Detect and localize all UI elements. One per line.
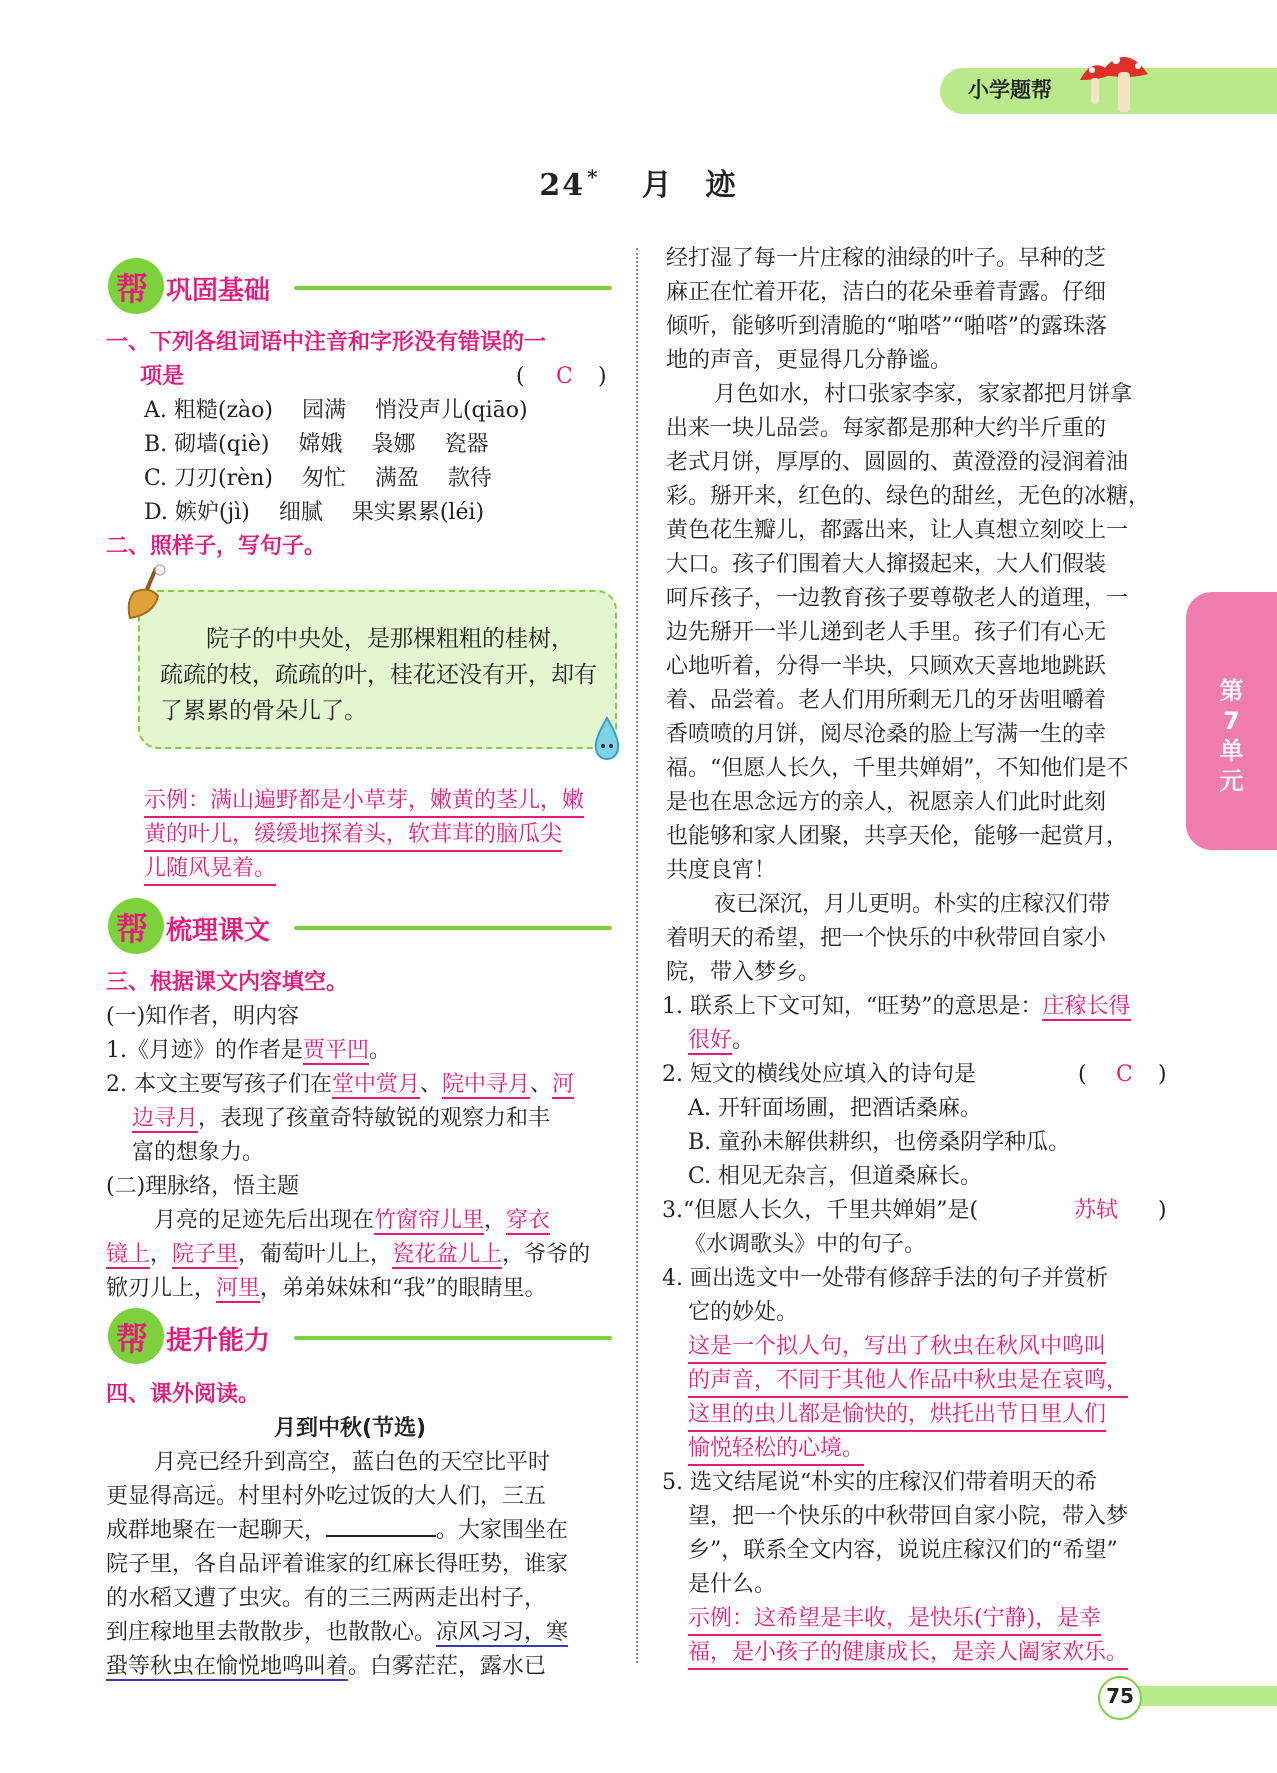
reading-q5-answer-1: 示例：这希望是丰收，是快乐(宁静)，是幸 <box>688 1604 1101 1636</box>
fill-blank <box>326 1535 436 1537</box>
section-line <box>294 926 612 930</box>
reading-q3-paren-right: ) <box>1158 1198 1167 1223</box>
reading-q2-paren-left: ( <box>1078 1062 1087 1087</box>
section-header-basics <box>108 256 612 316</box>
reading-right-line-22: 院，带入梦乡。 <box>666 960 821 985</box>
section-line <box>294 1336 612 1340</box>
section-line <box>294 286 612 290</box>
reading-right-line-4: 地的声音，更显得几分静谧。 <box>666 348 953 373</box>
reading-q4-answer-4: 愉悦轻松的心境。 <box>688 1434 864 1466</box>
reading-q4-answer-3: 这里的虫儿都是愉快的，烘托出节日里人们 <box>688 1400 1106 1432</box>
reading-q4-answer-2: 的声音，不同于其他人作品中秋虫是在哀鸣， <box>688 1366 1128 1398</box>
section-badge: 帮 <box>108 898 164 954</box>
question-3-item-2-line-3: 富的想象力。 <box>132 1140 265 1165</box>
reading-q4-answer-1: 这是一个拟人句，写出了秋虫在秋风中鸣叫 <box>688 1332 1106 1364</box>
reading-q5: 5. 选文结尾说“朴实的庄稼汉们带着明天的希 <box>662 1470 1098 1495</box>
reading-line-6: 到庄稼地里去散散步，也散散心。凉风习习，寒 <box>106 1620 569 1645</box>
reading-line-3: 成群地聚在一起聊天， 。大家围坐在 <box>106 1518 569 1543</box>
reading-q5-line-4: 是什么。 <box>688 1572 777 1597</box>
reading-q3-line-2: 《水调歌头》中的句子。 <box>684 1232 927 1257</box>
reading-q1-line-2: 很好。 <box>688 1028 755 1053</box>
reading-line-5: 的水稻又遭了虫灾。有的三三两两走出村子， <box>106 1586 547 1611</box>
reading-right-line-8: 彩。掰开来，红色的、绿色的甜丝，无色的冰糖， <box>666 484 1151 509</box>
question-4-stem: 四、课外阅读。 <box>106 1382 261 1407</box>
question-3-sub-2: (二)理脉络，悟主题 <box>106 1174 300 1199</box>
reading-right-line-11: 呵斥孩子，一边教育孩子要尊敬老人的道理，一 <box>666 586 1129 611</box>
reading-right-line-12: 边先掰开一半儿递到老人手里。孩子们有心无 <box>666 620 1107 645</box>
question-1-answer: C <box>556 364 573 389</box>
broom-icon <box>116 562 176 622</box>
question-2-answer-1: 示例：满山遍野都是小草芽，嫩黄的茎儿，嫩 <box>144 786 584 818</box>
reading-q3-answer: 苏轼 <box>1074 1198 1119 1223</box>
reading-right-line-6: 出来一块儿品尝。每家都是那种大约半斤重的 <box>666 416 1107 441</box>
lesson-number: 24 <box>539 168 586 203</box>
reading-q2-option-a: A. 开轩面场圃，把酒话桑麻。 <box>688 1096 982 1121</box>
reading-q3: 3.“但愿人长久，千里共婵娟”是( <box>662 1198 979 1223</box>
question-3-item-3-line-2: 镜上，院子里，葡萄叶儿上，瓷花盆儿上，爷爷的 <box>106 1242 591 1267</box>
question-1-paren-right: ) <box>598 364 607 389</box>
option-a: A. 粗糙(zào) 园满 悄没声儿(qiāo) <box>144 398 528 423</box>
column-divider <box>636 248 638 1663</box>
question-3-item-2-line-2: 边寻月，表现了孩童奇特敏锐的观察力和丰 <box>132 1106 551 1131</box>
section-badge: 帮 <box>108 1308 164 1364</box>
header-tab-label: 小学题帮 <box>968 78 1052 102</box>
reading-title: 月到中秋(节选) <box>274 1416 427 1441</box>
reading-right-line-18: 也能够和家人团聚，共享天伦，能够一起赏月， <box>666 824 1129 849</box>
reading-right-line-5: 月色如水，村口张家李家，家家都把月饼拿 <box>714 382 1133 407</box>
section-title: 巩固基础 <box>166 276 271 306</box>
question-3-item-1: 1.《月迹》的作者是贾平凹。 <box>106 1038 392 1063</box>
option-c: C. 刀刃(rèn) 匆忙 满盈 款待 <box>144 466 492 491</box>
reading-q4: 4. 画出选文中一处带有修辞手法的句子并赏析 <box>662 1266 1108 1291</box>
section-header-review <box>108 896 612 956</box>
question-3-item-3-line-3: 锨刃儿上，河里，弟弟妹妹和“我”的眼睛里。 <box>106 1276 547 1301</box>
reading-right-line-3: 倾听，能够听到清脆的“啪嗒”“啪嗒”的露珠落 <box>666 314 1107 339</box>
reading-line-4: 院子里，各自品评着谁家的红麻长得旺势，谁家 <box>106 1552 569 1577</box>
reading-right-line-7: 老式月饼，厚厚的、圆圆的、黄澄澄的浸润着油 <box>666 450 1129 475</box>
example-line-3: 了累累的骨朵儿了。 <box>160 698 367 724</box>
section-title: 提升能力 <box>166 1326 271 1356</box>
question-3-item-3: 月亮的足迹先后出现在竹窗帘儿里，穿衣 <box>154 1208 551 1233</box>
reading-right-line-17: 是也在思念远方的亲人，祝愿亲人们此时此刻 <box>666 790 1107 815</box>
reading-q1: 1. 联系上下文可知，“旺势”的意思是：庄稼长得 <box>662 994 1131 1019</box>
question-2-answer-3: 儿随风晃着。 <box>144 854 276 886</box>
question-3-stem: 三、根据课文内容填空。 <box>106 970 349 995</box>
water-drop-icon <box>590 716 624 762</box>
reading-q5-line-3: 乡”，联系全文内容，说说庄稼汉们的“希望” <box>688 1538 1118 1563</box>
question-3-sub-1: (一)知作者，明内容 <box>106 1004 300 1029</box>
reading-q4-line-2: 它的妙处。 <box>688 1300 799 1325</box>
example-line-2: 疏疏的枝，疏疏的叶，桂花还没有开，却有 <box>160 662 597 688</box>
page-number-bar <box>1120 1686 1277 1706</box>
reading-q5-answer-2: 福，是小孩子的健康成长，是亲人阖家欢乐。 <box>688 1638 1128 1670</box>
reading-q5-line-2: 望，把一个快乐的中秋带回自家小院，带入梦 <box>688 1504 1129 1529</box>
reading-line-1: 月亮已经升到高空，蓝白色的天空比平时 <box>154 1450 551 1475</box>
reading-line-2: 更显得高远。村里村外吃过饭的大人们，三五 <box>106 1484 547 1509</box>
reading-right-line-9: 黄色花生瓣儿，都露出来，让人真想立刻咬上一 <box>666 518 1129 543</box>
reading-right-line-2: 麻正在忙着开花，洁白的花朵垂着青露。仔细 <box>666 280 1107 305</box>
lesson-title: 月 迹 <box>641 168 738 203</box>
reading-right-line-13: 心地听着，分得一半块，只顾欢天喜地地跳跃 <box>666 654 1107 679</box>
page-title <box>0 160 1277 204</box>
reading-q2: 2. 短文的横线处应填入的诗句是 <box>662 1062 976 1087</box>
reading-right-line-10: 大口。孩子们围着大人撺掇起来，大人们假装 <box>666 552 1107 577</box>
reading-right-line-21: 着明天的希望，把一个快乐的中秋带回自家小 <box>666 926 1107 951</box>
option-b: B. 砌墙(qiè) 嫦娥 袅娜 瓷器 <box>144 432 489 457</box>
example-line-1: 院子的中央处，是那棵粗粗的桂树， <box>206 626 574 652</box>
question-1-stem: 一、下列各组词语中注音和字形没有错误的一 <box>106 330 547 355</box>
lesson-star: * <box>587 165 600 189</box>
mushroom-icon <box>1072 40 1152 116</box>
unit-tab-label: 第 7 单 元 <box>1219 677 1244 795</box>
reading-right-line-16: 福。“但愿人长久，千里共婵娟”，不知他们是不 <box>666 756 1129 781</box>
reading-q2-option-b: B. 童孙未解供耕织，也傍桑阴学种瓜。 <box>688 1130 1071 1155</box>
reading-q2-option-c: C. 相见无杂言，但道桑麻长。 <box>688 1164 983 1189</box>
reading-q2-answer: C <box>1116 1062 1133 1087</box>
reading-right-line-19: 共度良宵！ <box>666 858 777 883</box>
reading-right-line-14: 着、品尝着。老人们用所剩无几的牙齿咀嚼着 <box>666 688 1107 713</box>
answer-author: 贾平凹 <box>303 1038 370 1063</box>
reading-right-line-1: 经打湿了每一片庄稼的油绿的叶子。早种的芝 <box>666 246 1107 271</box>
section-header-improve <box>108 1306 612 1366</box>
question-2-answer-2: 黄的叶儿，缓缓地探着头，软茸茸的脑瓜尖 <box>144 820 562 852</box>
reading-right-line-15: 香喷喷的月饼，阅尽沧桑的脸上写满一生的幸 <box>666 722 1107 747</box>
reading-line-7: 蛩等秋虫在愉悦地鸣叫着。白雾茫茫，露水已 <box>106 1654 547 1679</box>
reading-q2-paren-right: ) <box>1158 1062 1167 1087</box>
section-title: 梳理课文 <box>166 916 271 946</box>
question-1-stem-2: 项是 <box>140 364 185 389</box>
question-1-paren-left: ( <box>516 364 525 389</box>
question-2-stem: 二、照样子，写句子。 <box>106 534 327 559</box>
option-d: D. 嫉妒(jì) 细腻 果实累累(léi) <box>144 500 485 525</box>
section-badge: 帮 <box>108 258 164 314</box>
reading-right-line-20: 夜已深沉，月儿更明。朴实的庄稼汉们带 <box>714 892 1111 917</box>
page-number: 75 <box>1106 1684 1134 1708</box>
question-3-item-2: 2. 本文主要写孩子们在堂中赏月、院中寻月、河 <box>106 1072 575 1097</box>
